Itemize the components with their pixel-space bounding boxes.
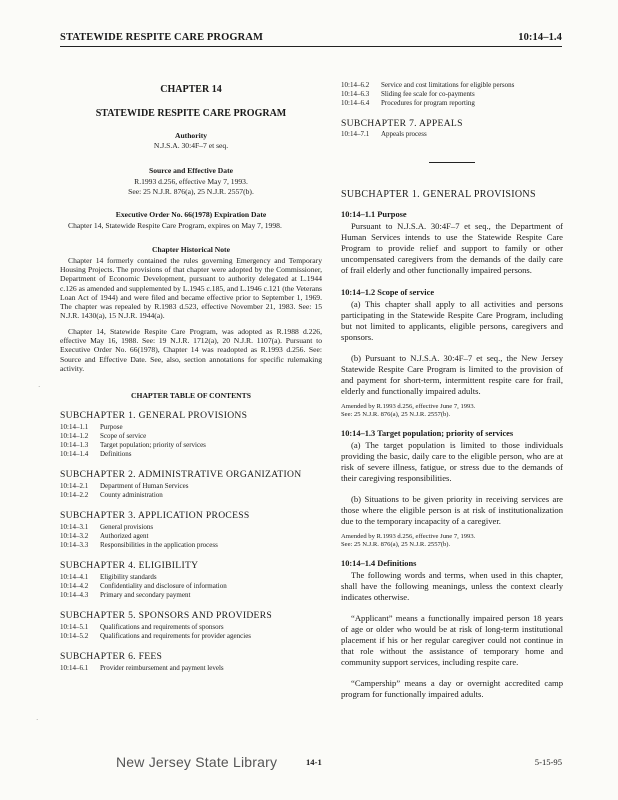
section-1-3-amend-2: See: 25 N.J.R. 876(a), 25 N.J.R. 2557(b). [341, 541, 451, 548]
toc-sub6-list [60, 664, 322, 673]
toc-entry-number: 10:14–3.1 [60, 523, 89, 532]
toc-subchapter-6: SUBCHAPTER 6. FEES [60, 651, 163, 663]
section-1-3-a: (a) The target population is limited to those individuals providing the basic, daily care to the eligible person, who are at risk of severe illness, fatigue, or stress due to the demands of their caregiving responsibilities. [341, 440, 563, 483]
scan-mark: · [36, 716, 39, 724]
toc-entry-title: Service and cost limitations for eligible persons [381, 81, 515, 89]
toc-sub1-list [60, 423, 322, 459]
history-paragraph-2: Chapter 14, Statewide Respite Care Program, was adopted as R.1988 d.226, effective May 16, 1988. See: 19 N.J.R. 1712(a), 20 N.J.R. 1107(a). Pursuant to Executive Order No. 66(1978), Chapter 14 was readopted as R.1993 d.256. See: Source and Effective Date. See, also, section annotations for specific rulemaking activity. [60, 326, 322, 373]
toc-entry [60, 450, 322, 459]
toc-sub3-list [60, 523, 322, 550]
toc-entry-title: Purpose [100, 423, 123, 432]
history-heading: Chapter Historical Note [152, 244, 230, 254]
toc-entry-number: 10:14–1.2 [60, 432, 89, 441]
source-heading: Source and Effective Date [148, 166, 233, 176]
toc-entry [60, 423, 322, 432]
toc-subchapter-3: SUBCHAPTER 3. APPLICATION PROCESS [60, 510, 250, 522]
toc-subchapter-7: SUBCHAPTER 7. APPEALS [341, 118, 463, 129]
footer-date: 5-15-95 [534, 757, 562, 767]
section-1-2-title: 10:14–1.2 Scope of service [341, 288, 435, 297]
toc-entry [341, 130, 563, 139]
toc-entry-title: Responsibilities in the application process [100, 541, 218, 550]
toc-entry-title: Qualifications and requirements for provider agencies [100, 632, 252, 641]
header-title: STATEWIDE RESPITE CARE PROGRAM [60, 32, 264, 43]
source-line-1: R.1993 d.256, effective May 7, 1993. [134, 177, 248, 187]
exec-order-text: Chapter 14, Statewide Respite Care Program, expires on May 7, 1998. [68, 221, 282, 231]
toc-entry-title: Qualifications and requirements of sponsors [100, 623, 224, 632]
toc-entry-number: 10:14–1.1 [60, 423, 89, 432]
toc-sub7-list [341, 130, 563, 139]
toc-entry-number: 10:14–2.2 [60, 491, 89, 500]
toc-entry-title: Scope of service [100, 432, 147, 441]
history-paragraph-1: Chapter 14 formerly contained the rules governing Emergency and Temporary Housing Projects. The provisions of that chapter were adopted by the Commissioner, Department of Economic Development, pursuant to authority delegated at L.1944 c.126 as amended and supplemented by L.1945 c.185, and L.1946 c.121 (the Veterans Loan Act of 1944) and were filed and became effective prior to September 1, 1969. The chapter was repealed by R.1983 d.523, effective November 21, 1983. See: 15 N.J.R. 1430(a), 15 N.J.R. 1944(a). [60, 255, 322, 321]
toc-entry-number: 10:14–1.3 [60, 441, 89, 450]
toc-entry-number: 10:14–6.2 [341, 81, 370, 89]
left-column [60, 78, 322, 673]
section-1-2-a: (a) This chapter shall apply to all activities and persons participating in the Statewide Respite Care Program, including but not limited to applicants, eligible persons, caregivers and sponsors. [341, 299, 563, 342]
library-watermark: New Jersey State Library [116, 754, 278, 770]
toc-entry [60, 491, 322, 500]
section-1-3-amend-1: Amended by R.1993 d.256, effective June 7, 1993. [341, 533, 476, 540]
toc-entry-number: 10:14–7.1 [341, 130, 370, 138]
toc-entry [60, 441, 322, 450]
toc-entry [341, 90, 563, 99]
toc-entry-title: Department of Human Services [100, 482, 189, 491]
toc-entry [60, 573, 322, 582]
section-1-4-title: 10:14–1.4 Definitions [341, 559, 417, 568]
toc-entry [60, 523, 322, 532]
section-1-3-title: 10:14–1.3 Target population; priority of services [341, 429, 514, 438]
toc-entry [60, 591, 322, 600]
definition-campership: “Campership” means a day or overnight accredited camp program for functionally impaired adults. [341, 678, 563, 699]
toc-subchapter-4: SUBCHAPTER 4. ELIGIBILITY [60, 560, 199, 572]
toc-entry [60, 532, 322, 541]
toc-entry-number: 10:14–4.1 [60, 573, 89, 582]
authority-text: N.J.S.A. 30:4F–7 et seq. [153, 140, 229, 150]
toc-entry-number: 10:14–2.1 [60, 482, 89, 491]
toc-entry-number: 10:14–3.3 [60, 541, 89, 550]
toc-entry [341, 99, 563, 108]
toc-entry-number: 10:14–6.1 [60, 664, 89, 673]
section-1-1-text: Pursuant to N.J.S.A. 30:4F–7 et seq., the Department of Human Services intends to use the Statewide Respite Care Program to provide relief and support to family or other uncompensated caregivers from the demands of the daily care of frail elderly and other functionally impaired persons. [341, 221, 563, 275]
toc-entry [60, 541, 322, 550]
toc-entry-number: 10:14–4.3 [60, 591, 89, 600]
toc-entry-title: Sliding fee scale for co-payments [381, 90, 475, 98]
toc-entry-number: 10:14–5.1 [60, 623, 89, 632]
toc-sub2-list [60, 482, 322, 500]
definition-applicant: “Applicant” means a functionally impaired person 18 years of age or older who would be at risk of long-term institutional placement if his or her regular caregiver could not continue in that role without the assistance of temporary home and community support services, including respite care. [341, 613, 563, 667]
section-1-4-intro: The following words and terms, when used in this chapter, shall have the following meanings, unless the context clearly indicates otherwise. [341, 570, 563, 602]
section-divider [429, 162, 475, 163]
toc-sub4-list [60, 573, 322, 600]
toc-entry-title: Confidentiality and disclosure of information [100, 582, 227, 591]
right-column [341, 81, 563, 700]
chapter-label: CHAPTER 14 [160, 84, 222, 95]
toc-sub5-list [60, 623, 322, 641]
toc-entry-title: Authorized agent [100, 532, 149, 541]
page-number: 14-1 [306, 757, 322, 767]
toc-entry [60, 664, 322, 673]
section-1-3-b: (b) Situations to be given priority in receiving services are those where the eligible person is at risk of institutionalization due to the temporary incapacity of a caregiver. [341, 494, 563, 526]
toc-sub6-cont-list [341, 81, 563, 108]
toc-entry [60, 632, 322, 641]
toc-entry [60, 582, 322, 591]
page-footer [60, 754, 562, 777]
section-1-2-amend-1: Amended by R.1993 d.256, effective June 7, 1993. [341, 403, 476, 410]
toc-entry-title: General provisions [100, 523, 154, 532]
source-line-2: See: 25 N.J.R. 876(a), 25 N.J.R. 2557(b). [128, 186, 254, 196]
section-1-2-b: (b) Pursuant to N.J.S.A. 30:4F–7 et seq., the New Jersey Statewide Respite Care Program is limited to the provision of and payment for short-term, intermittent respite care for frail, elderly and functionally impaired adults. [341, 353, 563, 396]
toc-entry [341, 81, 563, 90]
authority-heading: Authority [174, 131, 208, 140]
section-1-1-title: 10:14–1.1 Purpose [341, 210, 407, 219]
toc-entry-title: Procedures for program reporting [381, 99, 475, 107]
toc-entry [60, 432, 322, 441]
header-section: 10:14–1.4 [518, 32, 562, 43]
toc-entry-number: 10:14–6.3 [341, 90, 370, 98]
main-subchapter-title: SUBCHAPTER 1. GENERAL PROVISIONS [341, 189, 536, 200]
toc-entry-number: 10:14–3.2 [60, 532, 89, 541]
toc-entry-title: Target population; priority of services [100, 441, 206, 450]
section-1-2-amend-2: See: 25 N.J.R. 876(a), 25 N.J.R. 2557(b). [341, 411, 451, 418]
toc-heading: CHAPTER TABLE OF CONTENTS [131, 391, 251, 401]
toc-entry-title: Eligibility standards [100, 573, 157, 582]
scan-mark: · [38, 383, 41, 391]
header-rule [60, 46, 562, 47]
chapter-title: STATEWIDE RESPITE CARE PROGRAM [95, 108, 287, 119]
toc-entry [60, 482, 322, 491]
toc-entry [60, 623, 322, 632]
toc-subchapter-2: SUBCHAPTER 2. ADMINISTRATIVE ORGANIZATION [60, 469, 302, 481]
toc-entry-number: 10:14–4.2 [60, 582, 89, 591]
toc-entry-title: Appeals process [381, 130, 427, 138]
toc-entry-title: Primary and secondary payment [100, 591, 191, 600]
toc-subchapter-5: SUBCHAPTER 5. SPONSORS AND PROVIDERS [60, 610, 273, 622]
toc-entry-number: 10:14–6.4 [341, 99, 370, 107]
toc-entry-number: 10:14–5.2 [60, 632, 89, 641]
toc-entry-title: Provider reimbursement and payment levels [100, 664, 224, 673]
toc-entry-title: Definitions [100, 450, 132, 459]
exec-order-heading: Executive Order No. 66(1978) Expiration Date [115, 210, 267, 220]
toc-subchapter-1: SUBCHAPTER 1. GENERAL PROVISIONS [60, 410, 248, 422]
toc-entry-number: 10:14–1.4 [60, 450, 89, 459]
toc-entry-title: County administration [100, 491, 163, 500]
